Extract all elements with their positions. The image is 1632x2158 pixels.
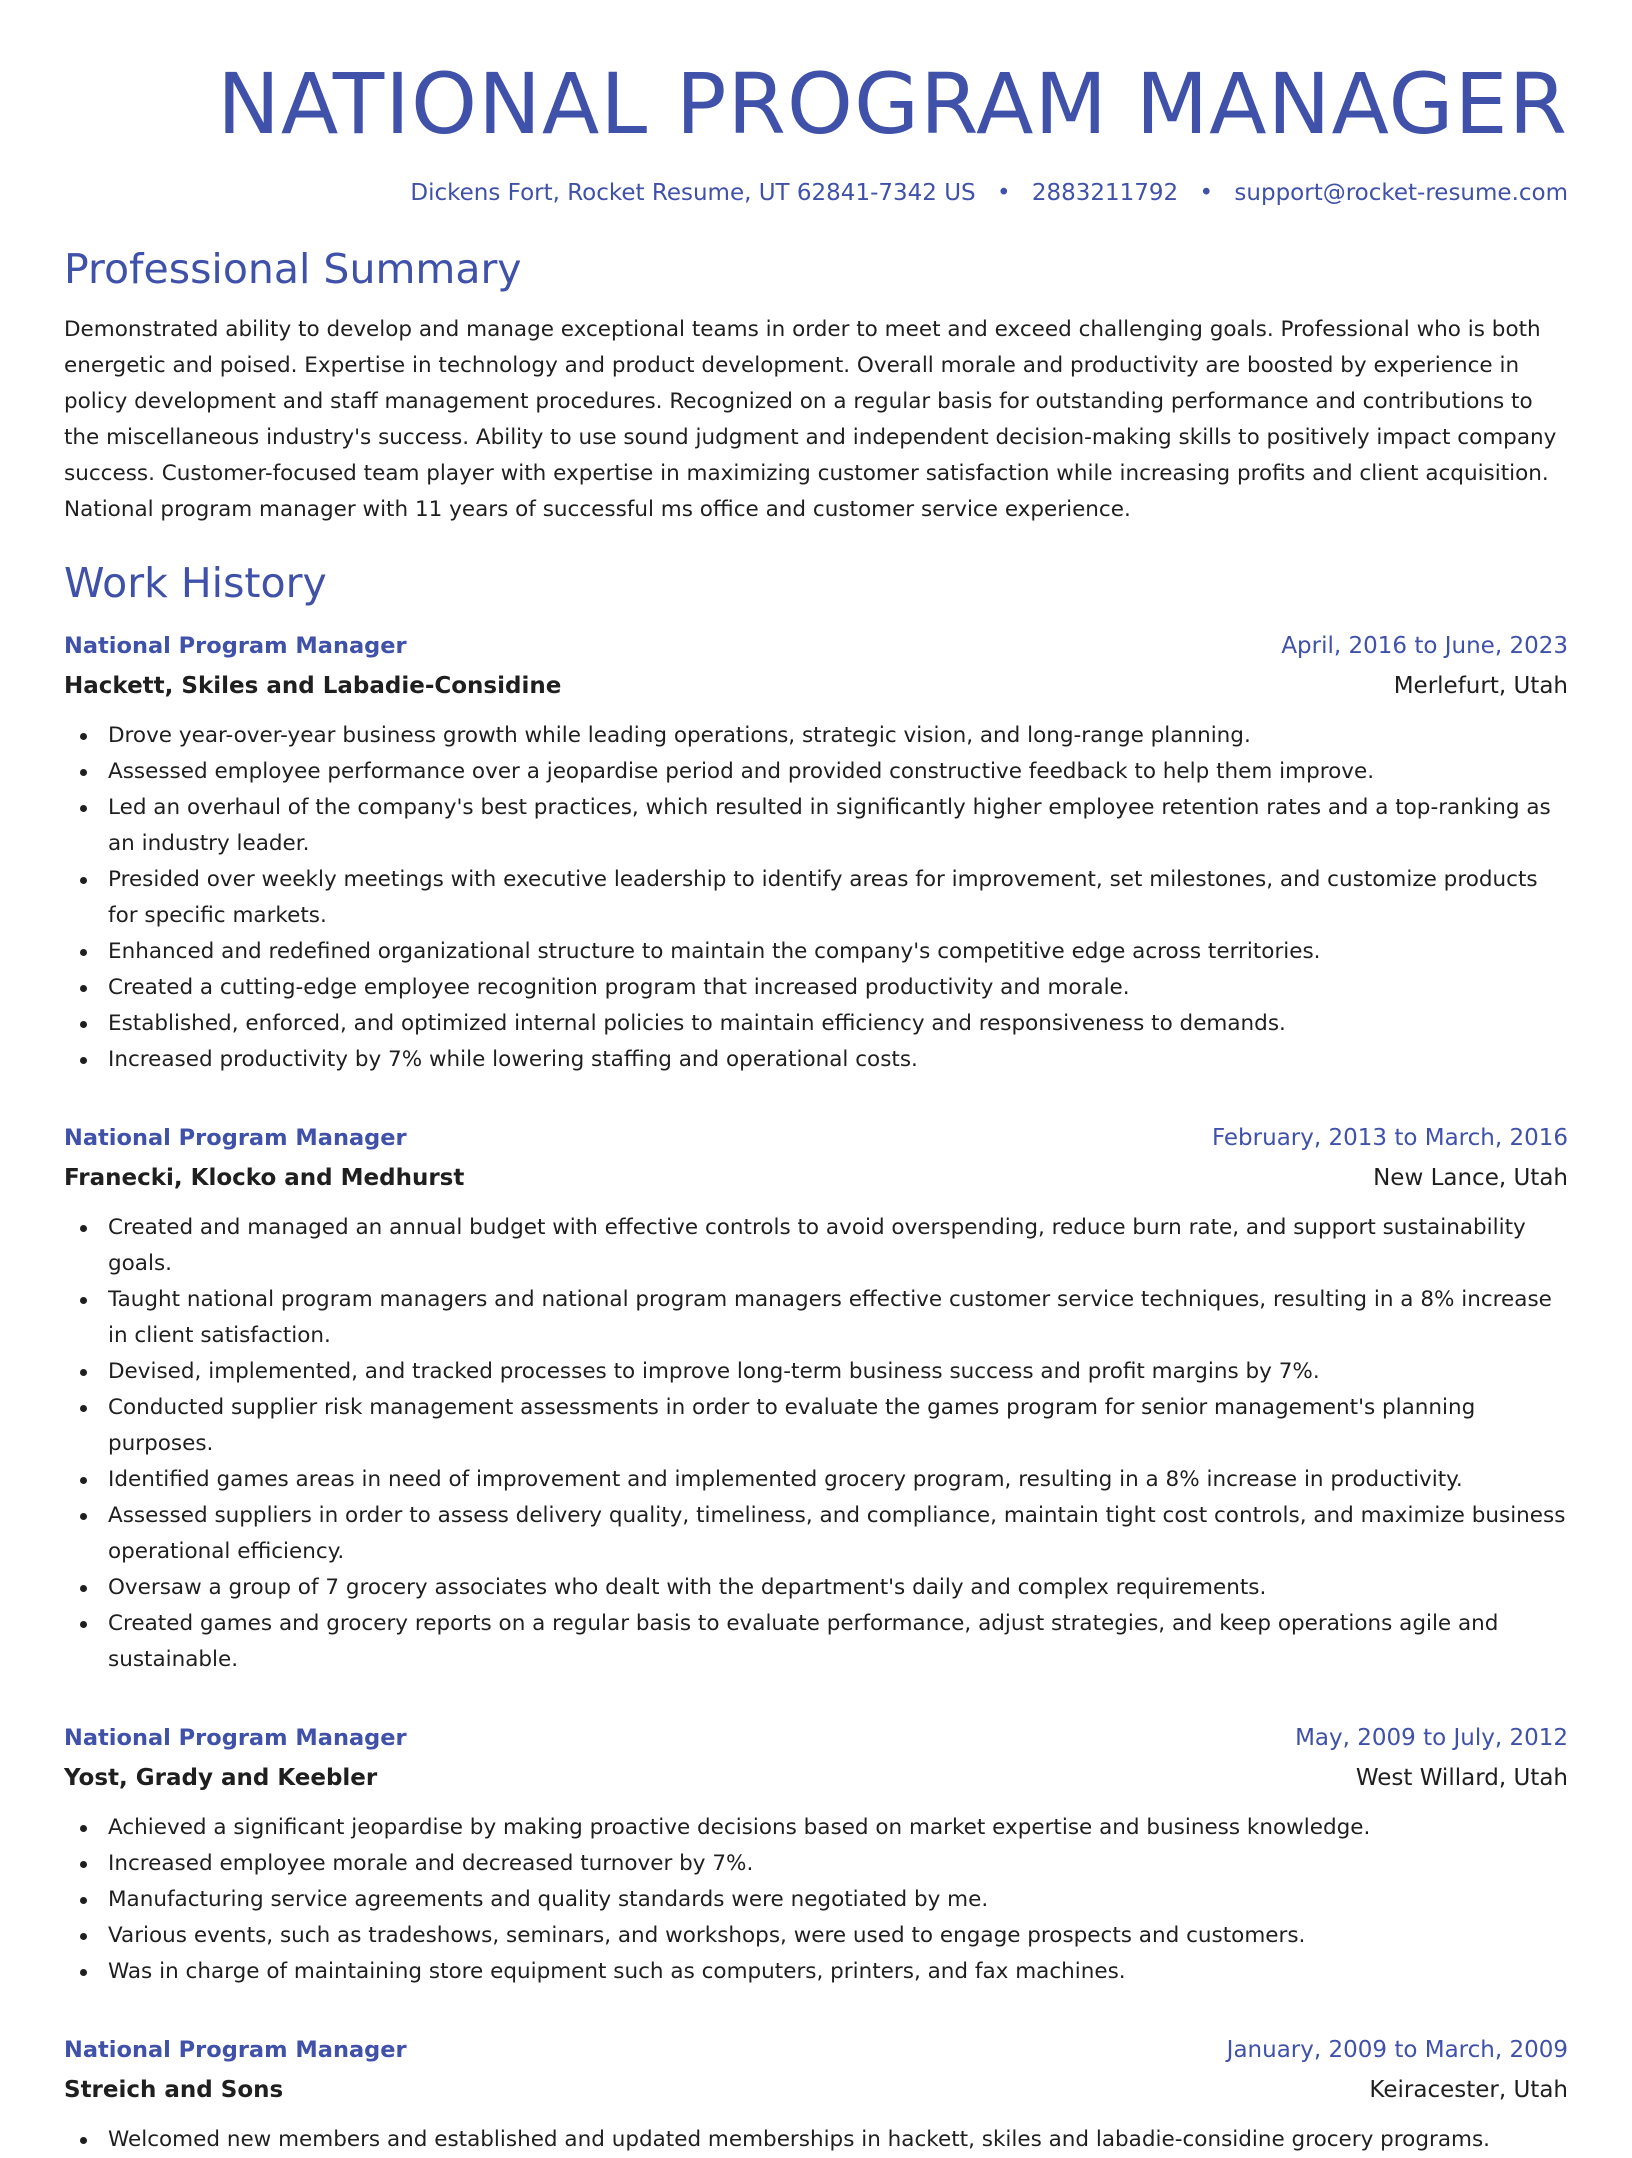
job-bullet: Assessed employee performance over a jeopardise period and provided constructive feedback to help them improve. xyxy=(64,754,1568,790)
job-entry xyxy=(64,1118,1568,1678)
job-bullet: Conducted supplier risk management assessments in order to evaluate the games program for senior management's planning purposes. xyxy=(64,1390,1568,1462)
job-bullet: Enhanced and redefined organizational structure to maintain the company's competitive edge across territories. xyxy=(64,934,1568,970)
job-location: Merlefurt, Utah xyxy=(1393,673,1568,699)
job-list xyxy=(64,626,1568,2158)
job-bullet: Led an overhaul of the company's best practices, which resulted in significantly higher employee retention rates and a top-ranking as an industry leader. xyxy=(64,790,1568,862)
job-bullet: Devised, implemented, and tracked processes to improve long-term business success and profit margins by 7%. xyxy=(64,1354,1568,1390)
job-dates: February, 2013 to March, 2016 xyxy=(1211,1125,1568,1151)
job-bullet: Identified games areas in need of improvement and implemented grocery program, resulting in a 8% increase in productivity. xyxy=(64,1462,1568,1498)
job-bullet: Various events, such as tradeshows, seminars, and workshops, were used to engage prospects and customers. xyxy=(64,1918,1568,1954)
job-location: West Willard, Utah xyxy=(1355,1765,1568,1791)
job-bullet: Established, enforced, and optimized internal policies to maintain efficiency and responsiveness to demands. xyxy=(64,1006,1568,1042)
job-company-row xyxy=(64,1758,1568,1798)
job-title: National Program Manager xyxy=(64,1125,407,1151)
job-bullet: Achieved a significant jeopardise by making proactive decisions based on market expertise and business knowledge. xyxy=(64,1810,1568,1846)
contact-phone[interactable]: 2883211792 xyxy=(1031,180,1179,206)
job-company-row xyxy=(64,666,1568,706)
job-bullet: Assessed suppliers in order to assess delivery quality, timeliness, and compliance, maintain tight cost controls, and maximize business operational efficiency. xyxy=(64,1498,1568,1570)
job-title-row xyxy=(64,1118,1568,1158)
job-bullet: Welcomed new members and established and updated memberships in hackett, skiles and labadie-considine grocery programs. xyxy=(64,2122,1568,2158)
job-bullet: Created a cutting-edge employee recognition program that increased productivity and morale. xyxy=(64,970,1568,1006)
contact-separator: • xyxy=(996,180,1011,206)
job-entry xyxy=(64,2030,1568,2158)
job-bullet: Increased productivity by 7% while lowering staffing and operational costs. xyxy=(64,1042,1568,1078)
contact-address: Dickens Fort, Rocket Resume, UT 62841-7342 US xyxy=(410,180,976,206)
job-entry xyxy=(64,1718,1568,1990)
job-company-row xyxy=(64,2070,1568,2110)
job-entry xyxy=(64,626,1568,1078)
section-heading-summary: Professional Summary xyxy=(64,245,522,293)
job-title: National Program Manager xyxy=(64,1725,407,1751)
job-title-row xyxy=(64,2030,1568,2070)
work-history-section xyxy=(64,558,1568,2158)
job-dates: April, 2016 to June, 2023 xyxy=(1281,633,1568,659)
contact-line xyxy=(64,178,1568,208)
professional-summary-section xyxy=(64,244,1568,528)
job-bullet: Created games and grocery reports on a regular basis to evaluate performance, adjust strategies, and keep operations agile and sustainable. xyxy=(64,1606,1568,1678)
section-heading-work-history: Work History xyxy=(64,559,327,607)
job-company: Franecki, Klocko and Medhurst xyxy=(64,1165,465,1191)
resume-header xyxy=(64,54,1568,208)
job-location: Keiracester, Utah xyxy=(1369,2077,1568,2103)
job-bullet: Drove year-over-year business growth while leading operations, strategic vision, and long-range planning. xyxy=(64,718,1568,754)
job-company: Streich and Sons xyxy=(64,2077,284,2103)
job-bullet: Oversaw a group of 7 grocery associates who dealt with the department's daily and complex requirements. xyxy=(64,1570,1568,1606)
summary-text: Demonstrated ability to develop and manage exceptional teams in order to meet and exceed challenging goals. Professional who is both energetic and poised. Expertise in technology and product development. Overall morale and productivity are boosted by experience in policy development and staff management procedures. Recognized on a regular basis for outstanding performance and contributions to the miscellaneous industry's success. Ability to use sound judgment and independent decision-making skills to positively impact company success. Customer-focused team player with expertise in maximizing customer satisfaction while increasing profits and client acquisition. National program manager with 11 years of successful ms office and customer service experience. xyxy=(64,317,1557,522)
job-bullet: Taught national program managers and national program managers effective customer service techniques, resulting in a 8% increase in client satisfaction. xyxy=(64,1282,1568,1354)
resume-title: NATIONAL PROGRAM MANAGER xyxy=(217,55,1568,153)
job-bullet: Presided over weekly meetings with executive leadership to identify areas for improvement, set milestones, and customize products for specific markets. xyxy=(64,862,1568,934)
job-company: Hackett, Skiles and Labadie-Considine xyxy=(64,673,562,699)
job-dates: May, 2009 to July, 2012 xyxy=(1295,1725,1568,1751)
job-bullet: Manufacturing service agreements and quality standards were negotiated by me. xyxy=(64,1882,1568,1918)
job-dates: January, 2009 to March, 2009 xyxy=(1226,2037,1568,2063)
job-bullet-list xyxy=(64,718,1568,1078)
job-location: New Lance, Utah xyxy=(1373,1165,1568,1191)
contact-separator: • xyxy=(1199,180,1214,206)
job-company: Yost, Grady and Keebler xyxy=(64,1765,378,1791)
contact-email[interactable]: support@rocket-resume.com xyxy=(1234,180,1568,206)
job-title: National Program Manager xyxy=(64,2037,407,2063)
job-company-row xyxy=(64,1158,1568,1198)
job-bullet: Increased employee morale and decreased turnover by 7%. xyxy=(64,1846,1568,1882)
job-bullet-list xyxy=(64,1210,1568,1678)
job-title-row xyxy=(64,1718,1568,1758)
job-bullet: Created and managed an annual budget with effective controls to avoid overspending, reduce burn rate, and support sustainability goals. xyxy=(64,1210,1568,1282)
job-bullet-list xyxy=(64,2122,1568,2158)
job-title: National Program Manager xyxy=(64,633,407,659)
job-title-row xyxy=(64,626,1568,666)
job-bullet-list xyxy=(64,1810,1568,1990)
job-bullet: Was in charge of maintaining store equipment such as computers, printers, and fax machines. xyxy=(64,1954,1568,1990)
